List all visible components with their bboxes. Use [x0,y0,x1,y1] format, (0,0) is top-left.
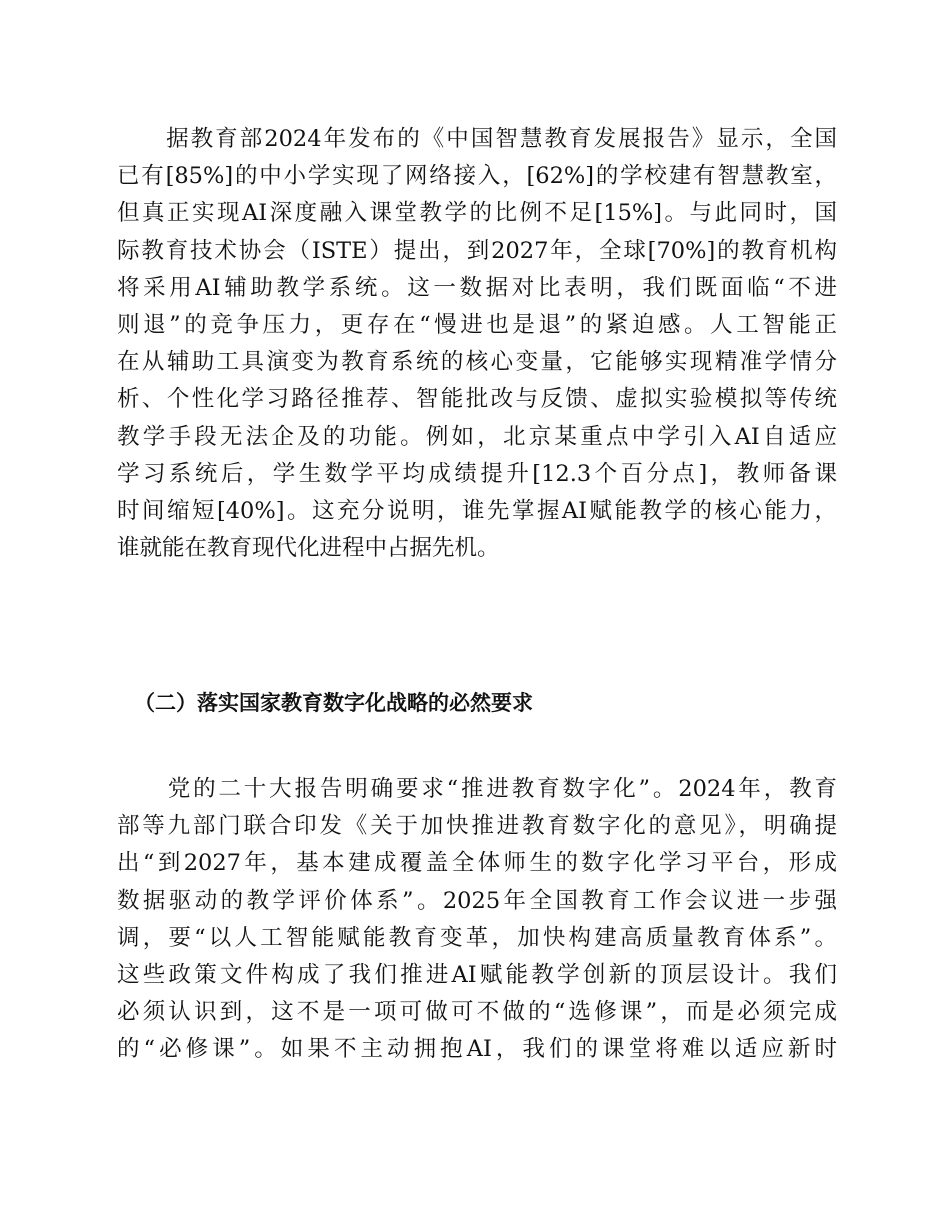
section-heading: （二）落实国家教育数字化战略的必然要求 [134,691,533,715]
text-line: 但真正实现AI深度融入课堂教学的比例不足[15%]。与此同时，国 [117,200,837,227]
text-line: 已有[85%]的中小学实现了网络接入，[62%]的学校建有智慧教室， [117,163,837,190]
text-line: 谁就能在教育现代化进程中占据先机。 [117,535,500,562]
body-paragraph-1 [117,121,837,567]
text-line: 教学手段无法企及的功能。例如，北京某重点中学引入AI自适应 [117,423,837,450]
text-line: 析、个性化学习路径推荐、智能批改与反馈、虚拟实验模拟等传统 [117,386,837,413]
body-paragraph-2 [117,771,837,1069]
text-line: 时间缩短[40%]。这充分说明，谁先掌握AI赋能教学的核心能力， [117,497,837,524]
text-line: 将采用AI辅助教学系统。这一数据对比表明，我们既面临“不进 [117,274,837,301]
text-line: 必须认识到，这不是一项可做可不做的“选修课”，而是必须完成 [117,999,837,1026]
text-line: 的“必修课”。如果不主动拥抱AI，我们的课堂将难以适应新时 [117,1036,837,1063]
text-line: 党的二十大报告明确要求“推进教育数字化”。2024年，教育 [117,776,837,802]
text-line: 部等九部门联合印发《关于加快推进教育数字化的意见》，明确提 [117,813,837,840]
text-line: 则退”的竞争压力，更存在“慢进也是退”的紧迫感。人工智能正 [117,311,837,338]
text-line: 这些政策文件构成了我们推进AI赋能教学创新的顶层设计。我们 [117,961,837,988]
text-line: 调，要“以人工智能赋能教育变革，加快构建高质量教育体系”。 [117,924,837,951]
text-line: 出“到2027年，基本建成覆盖全体师生的数字化学习平台，形成 [117,850,837,877]
text-line: 据教育部2024年发布的《中国智慧教育发展报告》显示，全国 [117,126,837,152]
text-line: 在从辅助工具演变为教育系统的核心变量，它能够实现精准学情分 [117,349,837,376]
text-line: 际教育技术协会（ISTE）提出，到2027年，全球[70%]的教育机构 [117,237,837,264]
text-line: 学习系统后，学生数学平均成绩提升[12.3个百分点]，教师备课 [117,460,837,487]
text-line: 数据驱动的教学评价体系”。2025年全国教育工作会议进一步强 [117,887,837,914]
